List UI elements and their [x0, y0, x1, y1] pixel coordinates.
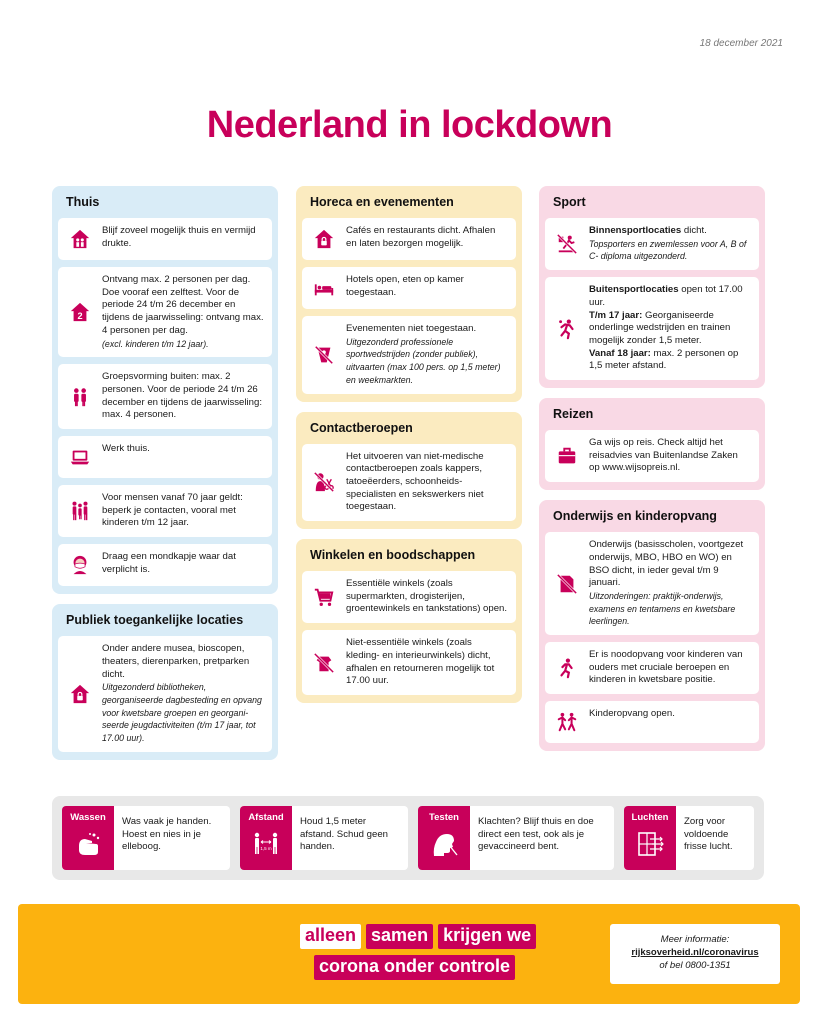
sport-item: [545, 277, 759, 380]
tip-text: Houd 1,5 meter afstand. Schud geen handen.: [300, 816, 389, 853]
section-contact: [296, 412, 522, 530]
sport-item: [545, 218, 759, 270]
hand-washing-icon: [74, 830, 102, 858]
publiek-note: Uitgezonderd bibliotheken, georganiseerde dagbesteding en opvang voor kwetsbare groepen en georgani-seerde jeugdactiviteiten (t/m 17 jaar, tot 17.00 uur).: [102, 682, 262, 744]
tip-wassen: [62, 806, 230, 870]
reizen-item: [545, 430, 759, 482]
tip-text: Klachten? Blijf thuis en doe direct een test, ook als je gevaccineerd bent.: [478, 816, 594, 853]
laptop-icon: [69, 446, 91, 468]
sport-item2-bold: Buitensportlocaties: [589, 284, 679, 296]
sport-item1-text: dicht.: [681, 225, 707, 236]
no-school-icon: [556, 573, 578, 595]
house-people-icon: [69, 228, 91, 250]
slogan-word-corona: corona onder controle: [314, 955, 515, 980]
tip-label: Testen: [429, 812, 459, 823]
column-left: [52, 186, 278, 770]
tips-bar: [52, 796, 764, 880]
no-indoor-sport-icon: [556, 233, 578, 255]
winkelen-item-text: Niet-essentiële winkels (zoals kleding- en interieurwinkels) dicht, afhalen en retourneren mogelijk tot 17.00 uur.: [346, 637, 495, 687]
section-title-winkelen: Winkelen en boodschappen: [310, 548, 476, 563]
section-horeca: [296, 186, 522, 402]
column-right: [539, 186, 765, 761]
no-events-icon: [313, 344, 335, 366]
thuis-item: [58, 267, 272, 357]
test-swab-icon: [430, 830, 458, 858]
svg-text:2: 2: [77, 310, 83, 321]
info-box: [610, 924, 780, 984]
horeca-item-text: Cafés en restaurants dicht. Afhalen en laten bezorgen mogelijk.: [346, 225, 496, 249]
thuis-item-text: Voor mensen vanaf 70 jaar geldt: beperk je contacten, vooral met kinderen t/m 12 jaar.: [102, 492, 243, 529]
house-number-two-icon: [69, 301, 91, 323]
elderly-people-icon: [69, 500, 91, 522]
sport-item2-text2: Georganiseerde onderlinge wedstrijden en trainen mogelijk zonder 1,5 meter.: [589, 309, 731, 346]
slogan-word-alleen: alleen: [300, 924, 361, 949]
section-title-sport: Sport: [553, 195, 586, 209]
thuis-item: [58, 436, 272, 478]
tip-badge: [240, 806, 292, 870]
tip-text: Was vaak je handen. Hoest en nies in je elleboog.: [122, 816, 212, 853]
contact-item: [302, 444, 516, 522]
thuis-item: [58, 364, 272, 429]
section-sport: [539, 186, 765, 388]
onderwijs-item-text: Onderwijs (basisscholen, voortgezet onderwijs, MBO, HBO en WO) en BSO dicht, in ieder geval t/m 9 januari.: [589, 539, 744, 589]
onderwijs-item-text: Er is noodopvang voor kinderen van ouders met cruciale beroepen en kinderen in kwetsbare positie.: [589, 649, 743, 686]
onderwijs-item: [545, 532, 759, 635]
horeca-item-note: Uitgezonderd professionele sportwedstrijden (zonder publiek), uitvaarten (max 100 pers. op 1,5 meter) en weekmarkten.: [346, 336, 501, 385]
thuis-item-text: Werk thuis.: [102, 443, 150, 455]
section-title-publiek: Publiek toegankelijke locaties: [66, 613, 244, 628]
section-title-reizen: Reizen: [553, 407, 594, 422]
horeca-item: [302, 218, 516, 260]
thuis-item-text: Blijf zoveel mogelijk thuis en vermijd drukte.: [102, 225, 256, 249]
no-scissors-icon: [313, 471, 335, 493]
section-publiek: [52, 604, 278, 760]
reizen-text: Ga wijs op reis. Check altijd het reisadvies van Buitenlandse Zaken op www.wijsopreis.nl.: [589, 437, 738, 474]
sport-item1-note: Topsporters en zwemlessen voor A, B of C- diploma uitgezonderd.: [589, 238, 747, 262]
date-label: 18 december 2021: [699, 38, 783, 49]
horeca-item: [302, 267, 516, 309]
publiek-item: [58, 636, 272, 752]
tip-afstand: [240, 806, 408, 870]
onderwijs-item-note: Uitzonderingen: praktijk-onderwijs, examens en tentamens en kwetsbare leerlingen.: [589, 590, 736, 627]
section-winkelen: [296, 539, 522, 703]
sport-item2-text: open tot 17.00 uur.: [589, 284, 743, 308]
horeca-item-text: Hotels open, eten op kamer toegestaan.: [346, 274, 464, 298]
section-title-onderwijs: Onderwijs en kinderopvang: [553, 509, 717, 524]
child-running-icon: [556, 657, 578, 679]
section-title-thuis: Thuis: [66, 195, 100, 209]
thuis-item: [58, 218, 272, 260]
sport-item2-bold3: Vanaf 18 jaar:: [589, 347, 651, 359]
two-people-icon: [69, 386, 91, 408]
no-shopping-icon: [313, 652, 335, 674]
section-title-contact: Contactberoepen: [310, 420, 413, 435]
house-lock-icon: [313, 228, 335, 250]
sport-item2-bold2: T/m 17 jaar:: [589, 309, 643, 321]
sport-item1-bold: Binnensportlocaties: [589, 225, 682, 236]
tip-testen: [418, 806, 614, 870]
horeca-item: [302, 316, 516, 394]
column-middle: [296, 186, 522, 713]
winkelen-item: [302, 630, 516, 695]
shopping-cart-icon: [313, 586, 335, 608]
window-ventilation-icon: [636, 830, 664, 858]
tip-luchten: [624, 806, 754, 870]
onderwijs-item: [545, 642, 759, 694]
horeca-item-text: Evenementen niet toegestaan.: [346, 323, 477, 334]
tip-badge: [624, 806, 676, 870]
winkelen-item: [302, 571, 516, 623]
thuis-item: [58, 485, 272, 537]
thuis-item-note: (excl. kinderen t/m 12 jaar).: [102, 338, 209, 349]
section-reizen: [539, 398, 765, 490]
slogan-row: [314, 955, 536, 980]
running-person-icon: [556, 318, 578, 340]
bed-icon: [313, 277, 335, 299]
suitcase-icon: [556, 445, 578, 467]
tip-text: Zorg voor voldoende frisse lucht.: [684, 816, 733, 853]
tip-label: Wassen: [70, 812, 106, 823]
footer-banner: [18, 904, 800, 1004]
tip-badge: [418, 806, 470, 870]
sport-item2-text3: max. 2 personen op 1,5 meter afstand.: [589, 347, 739, 372]
slogan-word-krijgen: krijgen we: [438, 924, 536, 949]
thuis-item-text: Ontvang max. 2 personen per dag. Doe vooraf een zelftest. Voor de periode 24 t/m 26 december en tijdens de jaarwisseling: ontvang max. 4 personen per dag.: [102, 274, 264, 336]
building-lock-icon: [69, 683, 91, 705]
slogan-row: [300, 924, 536, 949]
publiek-text: Onder andere musea, bioscopen, theaters, dierenparken, pretparken dicht.: [102, 643, 250, 680]
distance-icon: [252, 830, 280, 858]
onderwijs-item: [545, 701, 759, 743]
tip-label: Luchten: [631, 812, 669, 823]
info-phone: of bel 0800-1351: [659, 960, 731, 971]
tip-badge: [62, 806, 114, 870]
tip-label: Afstand: [248, 812, 284, 823]
section-thuis: [52, 186, 278, 594]
slogan-word-samen: samen: [366, 924, 433, 949]
info-label: Meer informatie:: [660, 934, 730, 945]
slogan: [300, 924, 536, 986]
distance-icon-label: 1,5 m: [260, 846, 272, 851]
thuis-item-text: Groepsvorming buiten: max. 2 personen. Voor de periode 24 t/m 26 december en tijdens de jaarwisseling: max. 4 personen.: [102, 371, 262, 421]
page-title: Nederland in lockdown: [206, 104, 613, 146]
children-playing-icon: [556, 711, 578, 733]
thuis-item: [58, 544, 272, 586]
info-link[interactable]: rijksoverheid.nl/coronavirus: [631, 947, 759, 958]
onderwijs-item-text: Kinderopvang open.: [589, 708, 675, 720]
winkelen-item-text: Essentiële winkels (zoals supermarkten, drogisterijen, groentewinkels en tankstations) open.: [346, 578, 508, 615]
thuis-item-text: Draag een mondkapje waar dat verplicht is.: [102, 551, 236, 575]
face-mask-icon: [69, 554, 91, 576]
contact-text: Het uitvoeren van niet-medische contactberoepen zoals kappers, tatoeëerders, schoonheids-specialisten en sekswerkers niet toegestaan.: [346, 450, 484, 513]
section-title-horeca: Horeca en evenementen: [310, 195, 454, 209]
section-onderwijs: [539, 500, 765, 751]
